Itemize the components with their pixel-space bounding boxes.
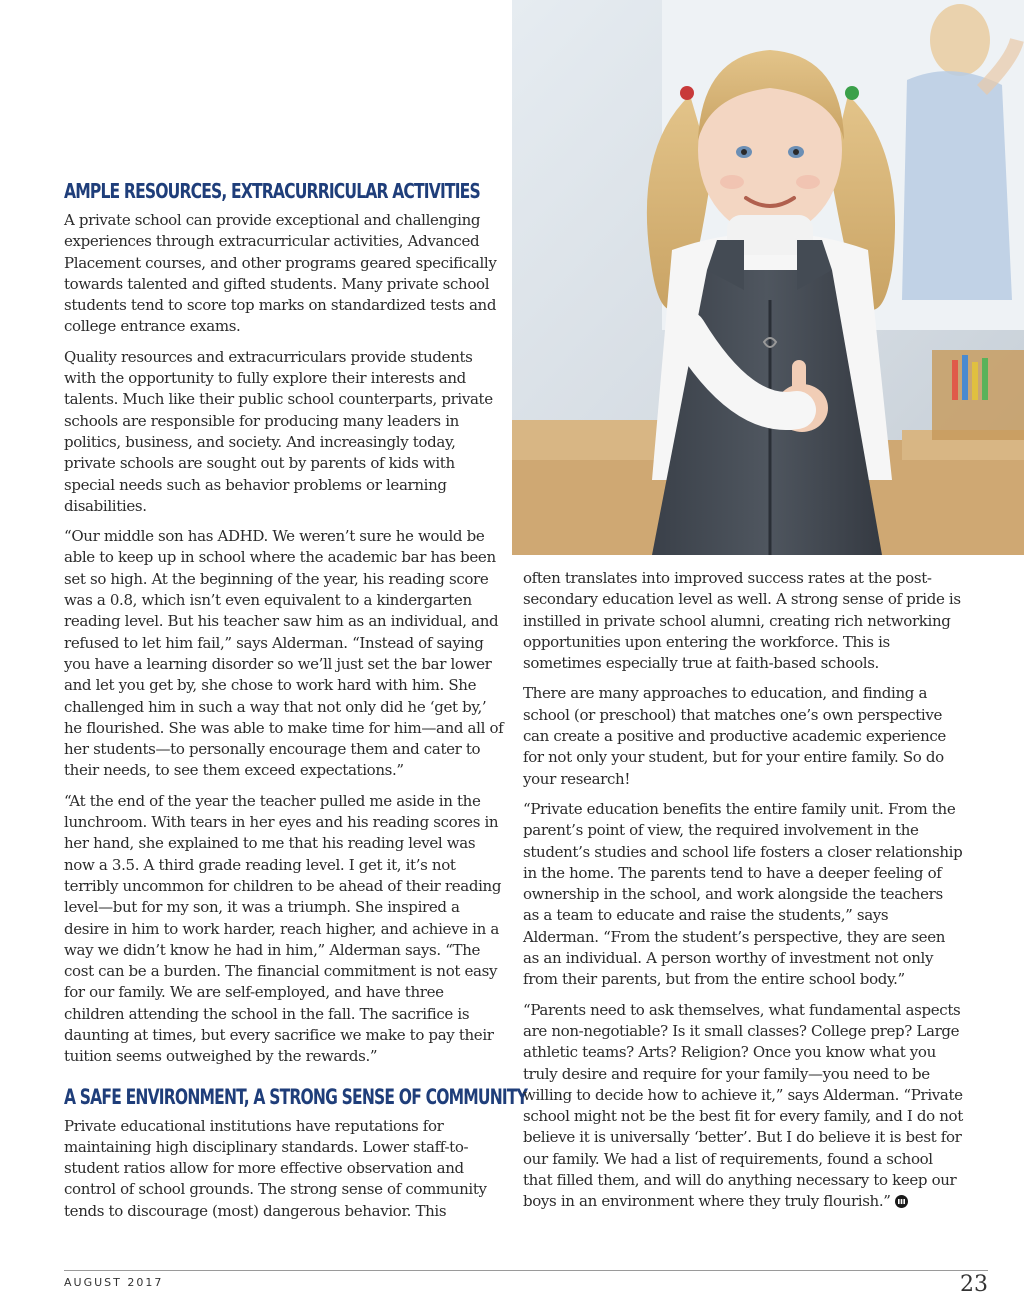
section-heading-community: A SAFE ENVIRONMENT, A STRONG SENSE OF COMMUNITY xyxy=(64,1084,528,1109)
section-heading-resources: AMPLE RESOURCES, EXTRACURRICULAR ACTIVITIES xyxy=(64,179,480,203)
issue-date: AUGUST 2017 xyxy=(64,1276,164,1289)
paragraph: There are many approaches to education, and finding a school (or preschool) that matches one’s own perspective can create a positive and productive academic experience for not only your student, but for your entire family. So do your research! xyxy=(523,684,946,788)
quote-paragraph: “Our middle son has ADHD. We weren’t sure he would be able to keep up in school where the academic bar has been set so high. At the beginning of the year, his reading score was a 0.8, which isn’t even equivalent to a kindergarten reading level. But his teacher saw him as an individual, and refused to let him fail,” says Alderman. “Instead of saying you have a learning disorder so we’ll just set the bar lower and let you get by, she chose to work hard with him. She challenged him in such a way that not only did he ‘get by,’ he flourished. She was able to make time for him—and all of her students—to personally encourage them and cater to their needs, to see them exceed expectations.” xyxy=(64,527,504,780)
quote-paragraph: “Private education benefits the entire family unit. From the parent’s point of view, the required involvement in the student’s studies and school life fosters a closer relationship in the home. The parents tend to have a deeper feeling of ownership in the school, and work alongside the teachers as a team to educate and raise the students,” says Alderman. “From the student’s perspective, they are seen as an individual. A person worthy of investment not only from their parents, but from the entire school body.” xyxy=(523,799,963,989)
right-column xyxy=(523,568,963,1224)
page-number: 23 xyxy=(960,1272,988,1297)
quote-paragraph: “At the end of the year the teacher pulled me aside in the lunchroom. With tears in her eyes and his reading scores in her hand, she explained to me that his reading level was now a 3.5. A third grade reading level. I get it, it’s not terribly uncommon for children to be ahead of their reading level—but for my son, it was a triumph. She inspired a desire in him to work harder, reach higher, and achieve in a way we didn’t know he had in him,” Alderman says. “The cost can be a burden. The financial commitment is not easy for our family. We are self-employed, and have three children attending the school in the fall. The sacrifice is daunting at times, but every sacrifice we make to pay their tuition seems outweighed by the rewards.” xyxy=(64,791,502,1066)
paragraph: often translates into improved success rates at the post-secondary education level as well. A strong sense of pride is instilled in private school alumni, creating rich networking opportunities upon entering the workforce. This is sometimes especially true at faith-based schools. xyxy=(523,569,961,673)
paragraph: Quality resources and extracurriculars provide students with the opportunity to fully explore their interests and talents. Much like their public school counterparts, private schools are responsible for producing many leaders in politics, business, and society. And increasingly today, private schools are sought out by parents of kids with special needs such as behavior problems or learning disabilities. xyxy=(64,347,493,515)
paragraph: Private educational institutions have reputations for maintaining high disciplinary standards. Lower staff-to-student ratios allow for more effective observation and control of school grounds. The strong sense of community tends to discourage (most) dangerous behavior. This xyxy=(64,1116,487,1220)
footer-divider xyxy=(64,1270,988,1271)
quote-text: “Parents need to ask themselves, what fundamental aspects are non-negotiable? Is it small classes? College prep? Large athletic teams? Arts? Religion? Once you know what you truly desire and require for your family—you need to be willing to decide how to achieve it,” says Alderman. “Private school might not be the best fit for every family, and I do not believe it is universally ‘better’. But I do believe it is best for our family. We had a list of requirements, found a school that filled them, and will do anything necessary to keep our boys in an environment where they truly flourish.” xyxy=(523,1000,963,1211)
girl-thumbs-up-photo xyxy=(512,0,1024,555)
quote-paragraph xyxy=(523,1000,963,1215)
paragraph: A private school can provide exceptional and challenging experiences through extracurricular activities, Advanced Placement courses, and other programs geared specifically towards talented and gifted students. Many private school students tend to score top marks on standardized tests and college entrance exams. xyxy=(64,211,497,336)
magazine-end-mark-icon xyxy=(895,1193,908,1214)
left-column xyxy=(64,178,528,1231)
